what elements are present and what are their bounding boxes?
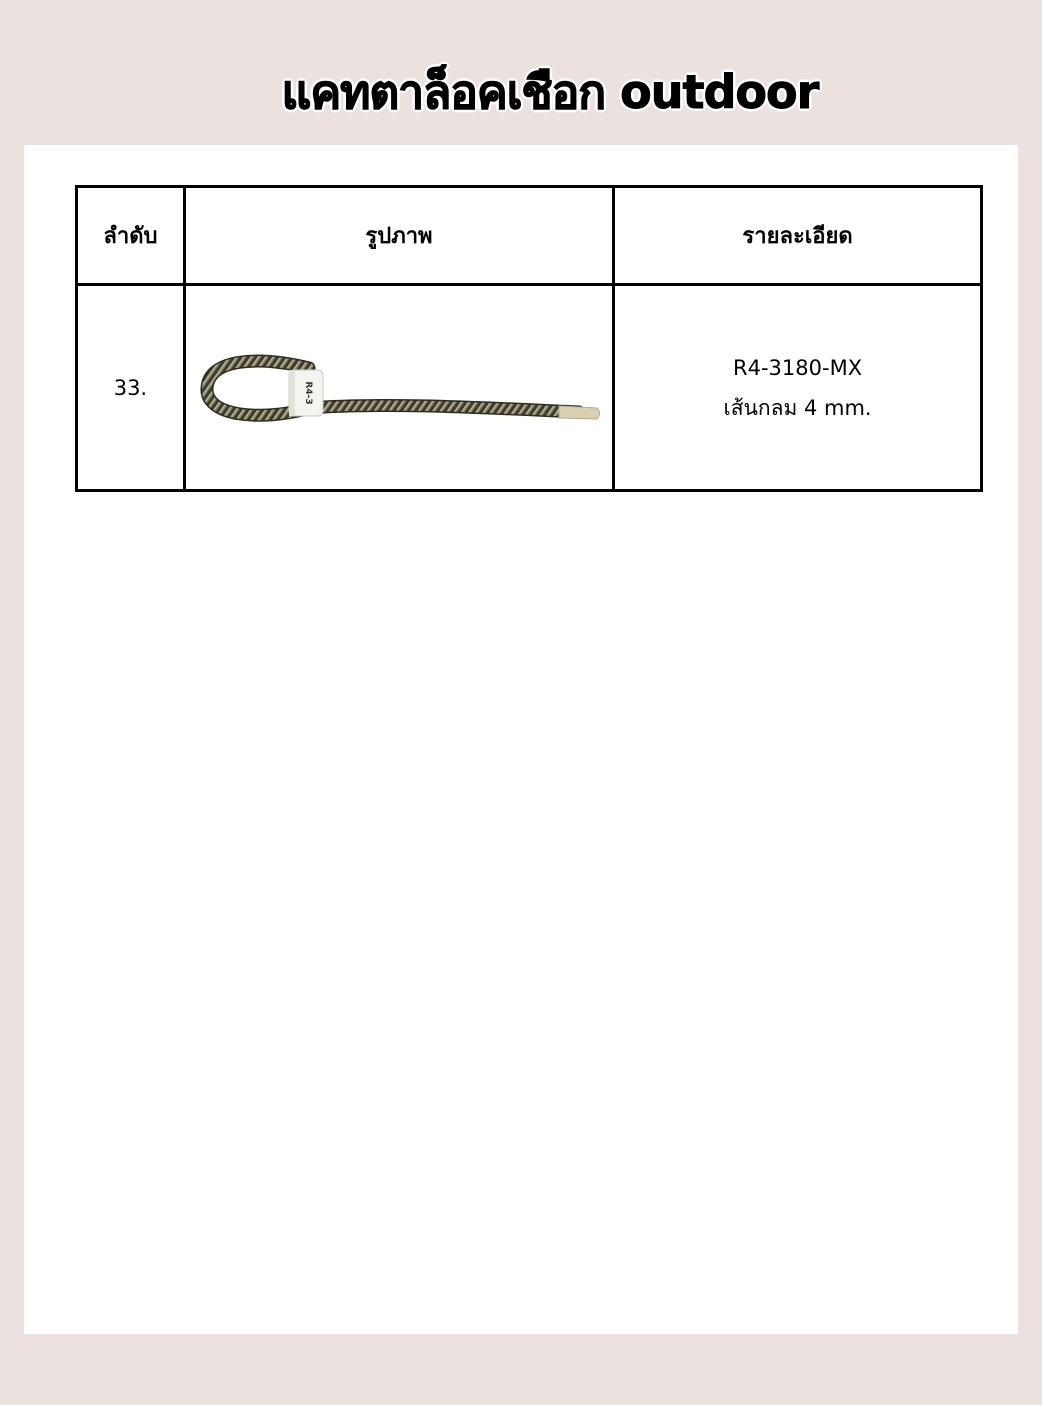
header-number: ลำดับ — [77, 187, 185, 285]
rope-loop-icon — [189, 298, 609, 478]
product-code: R4-3180-MX — [733, 355, 863, 380]
table-header-row — [77, 187, 982, 285]
catalog-sheet — [24, 145, 1018, 1334]
row-number: 33. — [77, 285, 185, 491]
rope-tag-label: R4-3 — [302, 380, 313, 405]
catalog-table — [75, 185, 983, 492]
row-detail — [614, 285, 982, 491]
row-image-cell — [184, 285, 613, 491]
header-detail: รายละเอียด — [614, 187, 982, 285]
table-row — [77, 285, 982, 491]
rope-image — [189, 298, 609, 478]
header-image: รูปภาพ — [184, 187, 613, 285]
product-spec: เส้นกลม 4 mm. — [723, 395, 872, 420]
page-title: แคทตาล็อคเชือก outdoor — [281, 65, 819, 119]
